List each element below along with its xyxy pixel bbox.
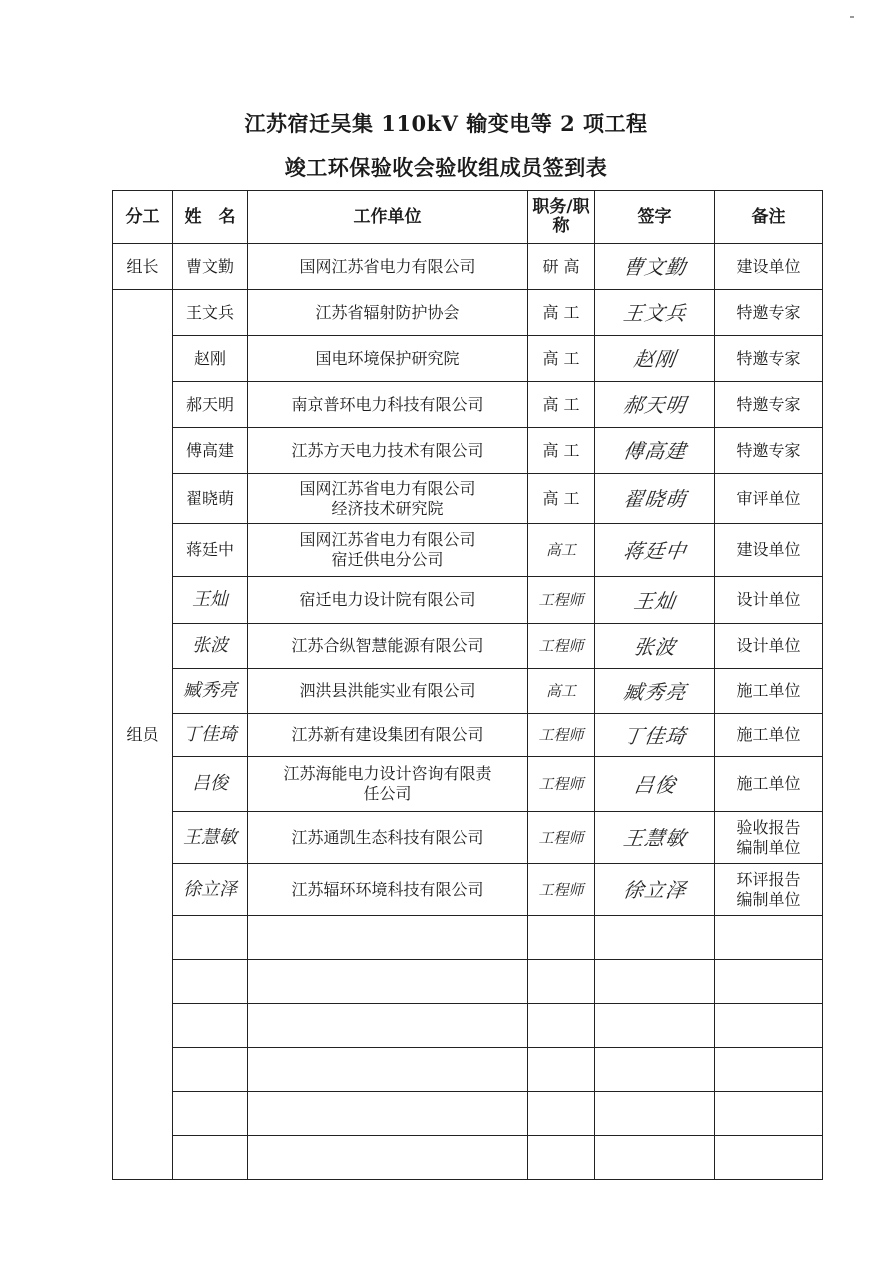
name-cell: 王灿	[173, 577, 248, 624]
note-cell: 建设单位	[715, 244, 823, 290]
signature-cell: 王灿	[591, 577, 718, 624]
table-row	[113, 244, 823, 290]
header-position: 职务/职称	[528, 191, 595, 244]
name-cell: 翟晓萌	[173, 474, 248, 524]
unit-line: 江苏海能电力设计咨询有限责	[283, 764, 492, 783]
name-cell: 吕俊	[173, 757, 248, 812]
note-line: 编制单位	[736, 889, 801, 909]
note-cell	[715, 864, 823, 916]
header-signature: 签字	[595, 191, 715, 244]
unit-cell: 国网江苏省电力有限公司	[248, 244, 528, 290]
note-cell: 设计单位	[715, 624, 823, 669]
member-role-cell: 组员	[113, 290, 173, 1180]
table-row	[113, 474, 823, 524]
position-cell: 高 工	[528, 336, 595, 382]
note-cell: 特邀专家	[715, 336, 823, 382]
note-cell: 特邀专家	[715, 382, 823, 428]
note-cell	[715, 812, 823, 864]
header-role: 分工	[113, 191, 173, 244]
empty-row	[113, 960, 823, 1004]
signature-cell: 蒋廷中	[591, 524, 718, 577]
note-cell: 特邀专家	[715, 290, 823, 336]
position-cell: 高工	[528, 524, 595, 577]
signature-cell: 徐立泽	[591, 864, 718, 916]
name-cell: 丁佳琦	[173, 714, 248, 757]
position-cell: 工程师	[528, 624, 595, 669]
name-cell: 蒋廷中	[173, 524, 248, 577]
table-row	[113, 382, 823, 428]
table-row	[113, 624, 823, 669]
position-cell: 高 工	[528, 290, 595, 336]
note-line: 编制单位	[736, 837, 801, 857]
signature-cell: 王文兵	[591, 290, 717, 336]
position-cell: 工程师	[528, 714, 595, 757]
unit-cell: 江苏省辐射防护协会	[248, 290, 528, 336]
empty-row	[113, 916, 823, 960]
header-row	[113, 191, 823, 244]
name-cell: 傅高建	[173, 428, 248, 474]
table-row	[113, 428, 823, 474]
position-cell: 工程师	[528, 577, 595, 624]
note-cell: 设计单位	[715, 577, 823, 624]
header-name: 姓 名	[173, 191, 248, 244]
name-cell: 王文兵	[173, 290, 248, 336]
position-cell: 研 高	[528, 244, 595, 290]
unit-cell: 江苏通凯生态科技有限公司	[248, 812, 528, 864]
note-cell: 审评单位	[715, 474, 823, 524]
signature-cell: 曹文勤	[591, 244, 717, 290]
empty-row	[113, 1136, 823, 1180]
role-cell: 组长	[113, 244, 173, 290]
unit-cell	[248, 524, 528, 577]
empty-row	[113, 1048, 823, 1092]
unit-cell: 江苏新有建设集团有限公司	[248, 714, 528, 757]
signature-cell: 翟晓萌	[591, 474, 718, 524]
signature-cell: 张波	[591, 624, 717, 669]
unit-cell: 江苏方天电力技术有限公司	[248, 428, 528, 474]
sign-in-table	[112, 190, 823, 1180]
signature-cell: 王慧敏	[591, 812, 718, 864]
table-row	[113, 577, 823, 624]
position-cell: 高 工	[528, 428, 595, 474]
position-cell: 高 工	[528, 382, 595, 428]
header-unit: 工作单位	[248, 191, 528, 244]
empty-row	[113, 1004, 823, 1048]
signature-cell: 赵刚	[591, 336, 717, 382]
unit-line: 宿迁供电分公司	[331, 550, 444, 569]
document-title-line2: 竣工环保验收会验收组成员签到表	[284, 155, 608, 180]
document-title-line1: 江苏宿迁吴集 110kV 输变电等 2 项工程	[244, 111, 648, 136]
table-row	[113, 524, 823, 577]
signature-cell: 傅高建	[591, 428, 717, 474]
table-row	[113, 290, 823, 336]
unit-cell: 南京普环电力科技有限公司	[248, 382, 528, 428]
position-cell: 工程师	[528, 812, 595, 864]
unit-cell	[248, 474, 528, 524]
note-cell: 施工单位	[715, 714, 823, 757]
name-cell: 徐立泽	[173, 864, 248, 916]
name-cell: 赵刚	[173, 336, 248, 382]
position-cell: 高 工	[528, 474, 595, 524]
signature-cell: 郝天明	[591, 382, 717, 428]
unit-line: 国网江苏省电力有限公司	[299, 530, 476, 549]
scan-mark	[850, 16, 854, 18]
header-note: 备注	[715, 191, 823, 244]
note-cell: 施工单位	[715, 757, 823, 812]
unit-line: 国网江苏省电力有限公司	[299, 478, 476, 498]
name-cell: 曹文勤	[173, 244, 248, 290]
name-cell: 臧秀亮	[173, 669, 248, 714]
table-row	[113, 812, 823, 864]
signature-cell: 吕俊	[591, 757, 719, 812]
unit-cell	[248, 757, 528, 812]
unit-cell: 江苏辐环环境科技有限公司	[248, 864, 528, 916]
unit-cell: 江苏合纵智慧能源有限公司	[248, 624, 528, 669]
note-cell: 施工单位	[715, 669, 823, 714]
position-cell: 工程师	[528, 864, 595, 916]
note-line: 环评报告	[736, 869, 801, 889]
position-cell: 工程师	[528, 757, 595, 812]
signature-cell: 臧秀亮	[591, 669, 717, 714]
unit-line: 经济技术研究院	[331, 498, 444, 518]
name-cell: 张波	[173, 624, 248, 669]
name-cell: 郝天明	[173, 382, 248, 428]
signature-cell: 丁佳琦	[591, 714, 717, 757]
name-cell: 王慧敏	[173, 812, 248, 864]
note-line: 验收报告	[736, 817, 801, 837]
table-row	[113, 714, 823, 757]
note-cell: 建设单位	[715, 524, 823, 577]
unit-cell: 泗洪县洪能实业有限公司	[248, 669, 528, 714]
empty-row	[113, 1092, 823, 1136]
table-row	[113, 864, 823, 916]
table-row	[113, 669, 823, 714]
position-cell: 高工	[528, 669, 595, 714]
table-row	[113, 336, 823, 382]
unit-cell: 宿迁电力设计院有限公司	[248, 577, 528, 624]
unit-cell: 国电环境保护研究院	[248, 336, 528, 382]
table-row	[113, 757, 823, 812]
unit-line: 任公司	[363, 784, 412, 803]
note-cell: 特邀专家	[715, 428, 823, 474]
